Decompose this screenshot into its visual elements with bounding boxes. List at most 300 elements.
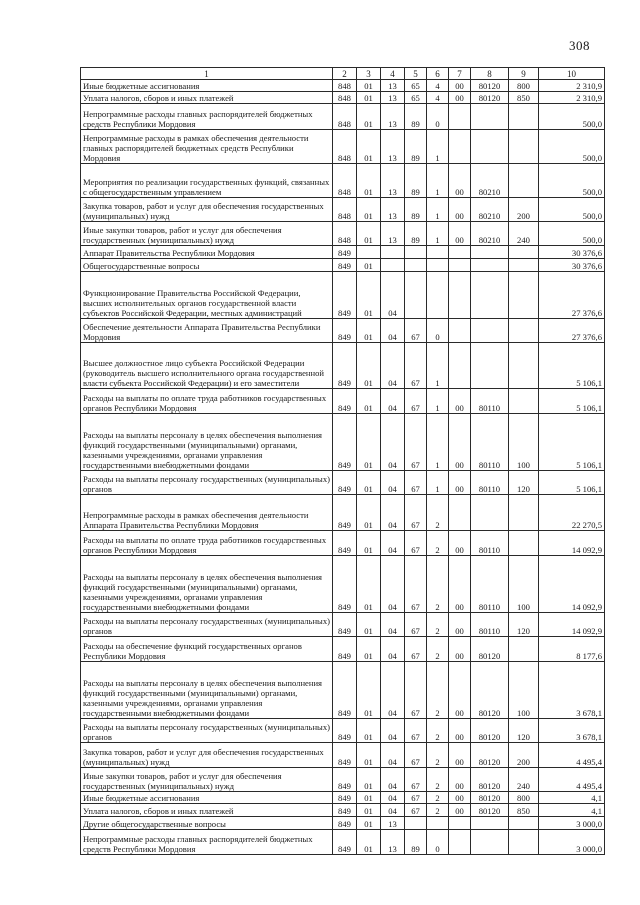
subprogram-code-cell: 4	[427, 92, 449, 104]
subprogram-code-cell	[427, 272, 449, 319]
amount-cell: 5 106,1	[539, 343, 605, 389]
expense-name-cell: Расходы на выплаты по оплате труда работников государственных органов Республики Мордовия	[81, 531, 333, 556]
item-code-cell	[449, 817, 471, 830]
section-code-cell: 01	[357, 556, 381, 613]
table-row	[81, 817, 605, 830]
program-code-cell: 67	[405, 343, 427, 389]
subsection-code-cell	[381, 259, 405, 272]
table-row	[81, 164, 605, 198]
subprogram-code-cell: 0	[427, 319, 449, 343]
item-code-cell: 00	[449, 80, 471, 92]
ministry-code-cell: 849	[333, 259, 357, 272]
subsection-code-cell: 04	[381, 556, 405, 613]
program-code-cell: 89	[405, 222, 427, 246]
subprogram-code-cell: 1	[427, 389, 449, 414]
expense-name-cell: Иные закупки товаров, работ и услуг для обеспечения государственных (муниципальных) нужд	[81, 222, 333, 246]
program-code-cell: 67	[405, 389, 427, 414]
amount-cell: 4 495,4	[539, 743, 605, 768]
amount-cell: 27 376,6	[539, 319, 605, 343]
subprogram-code-cell: 4	[427, 80, 449, 92]
subsection-code-cell: 04	[381, 792, 405, 804]
section-code-cell: 01	[357, 92, 381, 104]
subprogram-code-cell: 2	[427, 804, 449, 817]
header-cell: 10	[539, 68, 605, 80]
subprogram-code-cell: 1	[427, 471, 449, 495]
expense-name-cell: Непрограммные расходы в рамках обеспечения деятельности главных распорядителей бюджетных средств Республики Мордовия	[81, 130, 333, 164]
table-row	[81, 471, 605, 495]
subprogram-code-cell: 0	[427, 104, 449, 130]
ministry-code-cell: 848	[333, 222, 357, 246]
subsection-code-cell: 04	[381, 804, 405, 817]
table-row	[81, 743, 605, 768]
program-code-cell: 89	[405, 830, 427, 855]
expense-name-cell: Расходы на выплаты персоналу государственных (муниципальных) органов	[81, 471, 333, 495]
item-code-cell	[449, 495, 471, 531]
program-code-cell	[405, 817, 427, 830]
item-code-cell: 00	[449, 556, 471, 613]
amount-cell: 500,0	[539, 222, 605, 246]
direction-code-cell	[471, 319, 509, 343]
program-code-cell: 67	[405, 531, 427, 556]
amount-cell: 30 376,6	[539, 259, 605, 272]
amount-cell: 5 106,1	[539, 389, 605, 414]
expense-name-cell: Расходы на выплаты персоналу в целях обеспечения выполнения функций государственными (муниципальными) органами, казенными учреждениями, органами управления государственными внебюджетными фондами	[81, 414, 333, 471]
amount-cell: 8 177,6	[539, 637, 605, 662]
table-row	[81, 130, 605, 164]
section-code-cell: 01	[357, 259, 381, 272]
expense-type-cell	[509, 389, 539, 414]
program-code-cell: 67	[405, 319, 427, 343]
program-code-cell: 67	[405, 637, 427, 662]
item-code-cell	[449, 259, 471, 272]
expense-name-cell: Расходы на выплаты по оплате труда работников государственных органов Республики Мордовия	[81, 389, 333, 414]
table-row	[81, 319, 605, 343]
ministry-code-cell: 849	[333, 246, 357, 259]
table-row	[81, 531, 605, 556]
program-code-cell: 67	[405, 556, 427, 613]
ministry-code-cell: 849	[333, 637, 357, 662]
expense-name-cell: Расходы на выплаты персоналу государственных (муниципальных) органов	[81, 613, 333, 637]
ministry-code-cell: 849	[333, 613, 357, 637]
subsection-code-cell: 04	[381, 662, 405, 719]
section-code-cell: 01	[357, 804, 381, 817]
program-code-cell: 67	[405, 743, 427, 768]
item-code-cell: 00	[449, 637, 471, 662]
expense-type-cell	[509, 104, 539, 130]
expense-type-cell: 240	[509, 768, 539, 792]
ministry-code-cell: 849	[333, 343, 357, 389]
item-code-cell	[449, 104, 471, 130]
amount-cell: 14 092,9	[539, 531, 605, 556]
subprogram-code-cell: 2	[427, 556, 449, 613]
expense-type-cell: 120	[509, 471, 539, 495]
ministry-code-cell: 849	[333, 830, 357, 855]
direction-code-cell: 80120	[471, 637, 509, 662]
subsection-code-cell: 13	[381, 830, 405, 855]
amount-cell: 30 376,6	[539, 246, 605, 259]
subsection-code-cell: 04	[381, 343, 405, 389]
section-code-cell: 01	[357, 830, 381, 855]
subprogram-code-cell: 1	[427, 130, 449, 164]
section-code-cell: 01	[357, 164, 381, 198]
amount-cell: 14 092,9	[539, 613, 605, 637]
item-code-cell: 00	[449, 804, 471, 817]
direction-code-cell: 80110	[471, 389, 509, 414]
table-row	[81, 414, 605, 471]
header-cell: 7	[449, 68, 471, 80]
expense-name-cell: Общегосударственные вопросы	[81, 259, 333, 272]
subsection-code-cell: 04	[381, 471, 405, 495]
ministry-code-cell: 849	[333, 471, 357, 495]
subprogram-code-cell: 1	[427, 198, 449, 222]
ministry-code-cell: 849	[333, 414, 357, 471]
expense-name-cell: Другие общегосударственные вопросы	[81, 817, 333, 830]
amount-cell: 5 106,1	[539, 471, 605, 495]
subsection-code-cell: 04	[381, 272, 405, 319]
table-row	[81, 719, 605, 743]
expense-type-cell: 100	[509, 662, 539, 719]
direction-code-cell: 80110	[471, 531, 509, 556]
ministry-code-cell: 848	[333, 198, 357, 222]
page-number: 308	[569, 38, 590, 53]
item-code-cell: 00	[449, 613, 471, 637]
amount-cell: 4,1	[539, 804, 605, 817]
subprogram-code-cell: 2	[427, 613, 449, 637]
table-row	[81, 495, 605, 531]
expense-type-cell	[509, 259, 539, 272]
table-row	[81, 637, 605, 662]
section-code-cell: 01	[357, 198, 381, 222]
section-code-cell: 01	[357, 743, 381, 768]
expense-type-cell: 120	[509, 719, 539, 743]
budget-table	[80, 67, 605, 855]
expense-name-cell: Расходы на обеспечение функций государственных органов Республики Мордовия	[81, 637, 333, 662]
ministry-code-cell: 849	[333, 389, 357, 414]
subprogram-code-cell	[427, 817, 449, 830]
ministry-code-cell: 849	[333, 319, 357, 343]
expense-type-cell: 120	[509, 613, 539, 637]
ministry-code-cell: 849	[333, 495, 357, 531]
item-code-cell: 00	[449, 389, 471, 414]
subsection-code-cell: 13	[381, 817, 405, 830]
direction-code-cell	[471, 259, 509, 272]
expense-type-cell: 850	[509, 804, 539, 817]
expense-type-cell	[509, 164, 539, 198]
amount-cell: 27 376,6	[539, 272, 605, 319]
program-code-cell: 67	[405, 768, 427, 792]
section-code-cell: 01	[357, 471, 381, 495]
section-code-cell: 01	[357, 414, 381, 471]
subsection-code-cell: 04	[381, 613, 405, 637]
section-code-cell: 01	[357, 319, 381, 343]
subsection-code-cell: 13	[381, 80, 405, 92]
subprogram-code-cell: 2	[427, 719, 449, 743]
program-code-cell	[405, 259, 427, 272]
ministry-code-cell: 849	[333, 662, 357, 719]
subprogram-code-cell: 2	[427, 637, 449, 662]
expense-type-cell	[509, 830, 539, 855]
subsection-code-cell: 04	[381, 531, 405, 556]
expense-type-cell: 850	[509, 92, 539, 104]
program-code-cell: 89	[405, 104, 427, 130]
header-cell: 9	[509, 68, 539, 80]
program-code-cell: 67	[405, 719, 427, 743]
amount-cell: 4 495,4	[539, 768, 605, 792]
ministry-code-cell: 849	[333, 804, 357, 817]
subprogram-code-cell: 1	[427, 414, 449, 471]
expense-name-cell: Уплата налогов, сборов и иных платежей	[81, 804, 333, 817]
expense-name-cell: Непрограммные расходы главных распорядителей бюджетных средств Республики Мордовия	[81, 830, 333, 855]
direction-code-cell	[471, 817, 509, 830]
expense-type-cell	[509, 319, 539, 343]
expense-type-cell: 100	[509, 414, 539, 471]
amount-cell: 3 000,0	[539, 830, 605, 855]
ministry-code-cell: 849	[333, 817, 357, 830]
table-header-row	[81, 68, 605, 80]
subprogram-code-cell: 2	[427, 531, 449, 556]
ministry-code-cell: 848	[333, 92, 357, 104]
expense-name-cell: Обеспечение деятельности Аппарата Правительства Республики Мордовия	[81, 319, 333, 343]
ministry-code-cell: 848	[333, 80, 357, 92]
program-code-cell	[405, 272, 427, 319]
subprogram-code-cell	[427, 246, 449, 259]
table-row	[81, 792, 605, 804]
section-code-cell: 01	[357, 80, 381, 92]
item-code-cell: 00	[449, 719, 471, 743]
item-code-cell	[449, 246, 471, 259]
item-code-cell: 00	[449, 792, 471, 804]
subprogram-code-cell: 2	[427, 768, 449, 792]
subsection-code-cell: 04	[381, 743, 405, 768]
section-code-cell: 01	[357, 792, 381, 804]
item-code-cell: 00	[449, 222, 471, 246]
ministry-code-cell: 849	[333, 768, 357, 792]
section-code-cell: 01	[357, 768, 381, 792]
direction-code-cell: 80120	[471, 792, 509, 804]
expense-name-cell: Мероприятия по реализации государственных функций, связанных с общегосударственным управлением	[81, 164, 333, 198]
direction-code-cell: 80110	[471, 471, 509, 495]
item-code-cell	[449, 343, 471, 389]
expense-type-cell	[509, 272, 539, 319]
expense-name-cell: Иные закупки товаров, работ и услуг для обеспечения государственных (муниципальных) нужд	[81, 768, 333, 792]
program-code-cell: 67	[405, 471, 427, 495]
program-code-cell: 89	[405, 198, 427, 222]
header-cell: 2	[333, 68, 357, 80]
expense-type-cell	[509, 246, 539, 259]
section-code-cell: 01	[357, 531, 381, 556]
subsection-code-cell: 04	[381, 719, 405, 743]
direction-code-cell	[471, 830, 509, 855]
item-code-cell	[449, 130, 471, 164]
direction-code-cell: 80120	[471, 768, 509, 792]
header-cell: 8	[471, 68, 509, 80]
section-code-cell: 01	[357, 222, 381, 246]
subsection-code-cell: 04	[381, 389, 405, 414]
ministry-code-cell: 849	[333, 743, 357, 768]
program-code-cell: 67	[405, 613, 427, 637]
program-code-cell: 67	[405, 414, 427, 471]
expense-type-cell: 240	[509, 222, 539, 246]
expense-type-cell	[509, 817, 539, 830]
subprogram-code-cell	[427, 259, 449, 272]
section-code-cell: 01	[357, 719, 381, 743]
program-code-cell: 67	[405, 495, 427, 531]
direction-code-cell	[471, 246, 509, 259]
section-code-cell: 01	[357, 495, 381, 531]
expense-name-cell: Аппарат Правительства Республики Мордовия	[81, 246, 333, 259]
direction-code-cell: 80120	[471, 80, 509, 92]
expense-name-cell: Непрограммные расходы в рамках обеспечения деятельности Аппарата Правительства Республики Мордовия	[81, 495, 333, 531]
program-code-cell: 65	[405, 92, 427, 104]
table-row	[81, 389, 605, 414]
item-code-cell: 00	[449, 768, 471, 792]
expense-name-cell: Расходы на выплаты персоналу в целях обеспечения выполнения функций государственными (муниципальными) органами, казенными учреждениями, органами управления государственными внебюджетными фондами	[81, 556, 333, 613]
expense-type-cell	[509, 130, 539, 164]
direction-code-cell: 80120	[471, 719, 509, 743]
header-cell: 6	[427, 68, 449, 80]
table-row	[81, 613, 605, 637]
section-code-cell: 01	[357, 130, 381, 164]
subsection-code-cell	[381, 246, 405, 259]
section-code-cell: 01	[357, 389, 381, 414]
amount-cell: 3 678,1	[539, 662, 605, 719]
amount-cell: 500,0	[539, 104, 605, 130]
section-code-cell: 01	[357, 637, 381, 662]
program-code-cell	[405, 246, 427, 259]
amount-cell: 500,0	[539, 164, 605, 198]
expense-name-cell: Иные бюджетные ассигнования	[81, 80, 333, 92]
item-code-cell: 00	[449, 471, 471, 495]
direction-code-cell: 80210	[471, 164, 509, 198]
expense-type-cell	[509, 637, 539, 662]
table-row	[81, 768, 605, 792]
expense-name-cell: Закупка товаров, работ и услуг для обеспечения государственных (муниципальных) нужд	[81, 198, 333, 222]
direction-code-cell: 80120	[471, 804, 509, 817]
expense-name-cell: Высшее должностное лицо субъекта Российской Федерации (руководитель высшего исполнительного органа государственной власти субъекта Российской Федерации) и его заместители	[81, 343, 333, 389]
program-code-cell: 67	[405, 804, 427, 817]
subprogram-code-cell: 2	[427, 662, 449, 719]
amount-cell: 3 678,1	[539, 719, 605, 743]
expense-name-cell: Иные бюджетные ассигнования	[81, 792, 333, 804]
direction-code-cell	[471, 130, 509, 164]
section-code-cell: 01	[357, 817, 381, 830]
ministry-code-cell: 848	[333, 164, 357, 198]
item-code-cell: 00	[449, 743, 471, 768]
direction-code-cell	[471, 104, 509, 130]
subsection-code-cell: 13	[381, 198, 405, 222]
table-row	[81, 556, 605, 613]
subsection-code-cell: 13	[381, 222, 405, 246]
direction-code-cell: 80120	[471, 92, 509, 104]
table-row	[81, 246, 605, 259]
amount-cell: 3 000,0	[539, 817, 605, 830]
table-row	[81, 222, 605, 246]
ministry-code-cell: 849	[333, 719, 357, 743]
table-row	[81, 830, 605, 855]
expense-name-cell: Расходы на выплаты персоналу государственных (муниципальных) органов	[81, 719, 333, 743]
direction-code-cell: 80110	[471, 613, 509, 637]
subsection-code-cell: 13	[381, 104, 405, 130]
direction-code-cell: 80110	[471, 414, 509, 471]
amount-cell: 500,0	[539, 198, 605, 222]
item-code-cell: 00	[449, 164, 471, 198]
expense-name-cell: Уплата налогов, сборов и иных платежей	[81, 92, 333, 104]
expense-type-cell: 200	[509, 198, 539, 222]
expense-type-cell: 800	[509, 80, 539, 92]
expense-name-cell: Функционирование Правительства Российской Федерации, высших исполнительных органов государственной власти субъектов Российской Федерации, местных администраций	[81, 272, 333, 319]
direction-code-cell	[471, 272, 509, 319]
subsection-code-cell: 13	[381, 164, 405, 198]
table-row	[81, 343, 605, 389]
subprogram-code-cell: 2	[427, 495, 449, 531]
amount-cell: 5 106,1	[539, 414, 605, 471]
ministry-code-cell: 848	[333, 104, 357, 130]
section-code-cell: 01	[357, 272, 381, 319]
program-code-cell: 89	[405, 164, 427, 198]
item-code-cell: 00	[449, 198, 471, 222]
table-row	[81, 198, 605, 222]
item-code-cell: 00	[449, 662, 471, 719]
header-cell: 3	[357, 68, 381, 80]
item-code-cell: 00	[449, 414, 471, 471]
table-row	[81, 80, 605, 92]
subsection-code-cell: 13	[381, 130, 405, 164]
ministry-code-cell: 849	[333, 556, 357, 613]
amount-cell: 4,1	[539, 792, 605, 804]
item-code-cell	[449, 272, 471, 319]
direction-code-cell: 80110	[471, 556, 509, 613]
expense-type-cell	[509, 531, 539, 556]
subsection-code-cell: 04	[381, 768, 405, 792]
program-code-cell: 67	[405, 662, 427, 719]
subsection-code-cell: 13	[381, 92, 405, 104]
direction-code-cell	[471, 495, 509, 531]
amount-cell: 2 310,9	[539, 80, 605, 92]
header-cell: 5	[405, 68, 427, 80]
direction-code-cell: 80120	[471, 662, 509, 719]
expense-type-cell: 100	[509, 556, 539, 613]
ministry-code-cell: 848	[333, 130, 357, 164]
expense-type-cell	[509, 343, 539, 389]
amount-cell: 2 310,9	[539, 92, 605, 104]
item-code-cell: 00	[449, 531, 471, 556]
expense-name-cell: Расходы на выплаты персоналу в целях обеспечения выполнения функций государственными (муниципальными) органами, казенными учреждениями, органами управления государственными внебюджетными фондами	[81, 662, 333, 719]
program-code-cell: 67	[405, 792, 427, 804]
table-row	[81, 259, 605, 272]
table-row	[81, 92, 605, 104]
program-code-cell: 65	[405, 80, 427, 92]
direction-code-cell: 80210	[471, 222, 509, 246]
header-cell: 4	[381, 68, 405, 80]
direction-code-cell: 80210	[471, 198, 509, 222]
expense-type-cell: 800	[509, 792, 539, 804]
subprogram-code-cell: 2	[427, 792, 449, 804]
subsection-code-cell: 04	[381, 319, 405, 343]
ministry-code-cell: 849	[333, 531, 357, 556]
table-row	[81, 804, 605, 817]
subprogram-code-cell: 1	[427, 343, 449, 389]
direction-code-cell: 80120	[471, 743, 509, 768]
subprogram-code-cell: 1	[427, 164, 449, 198]
section-code-cell: 01	[357, 613, 381, 637]
item-code-cell	[449, 319, 471, 343]
subprogram-code-cell: 1	[427, 222, 449, 246]
table-row	[81, 662, 605, 719]
section-code-cell	[357, 246, 381, 259]
subprogram-code-cell: 2	[427, 743, 449, 768]
amount-cell: 14 092,9	[539, 556, 605, 613]
subprogram-code-cell: 0	[427, 830, 449, 855]
